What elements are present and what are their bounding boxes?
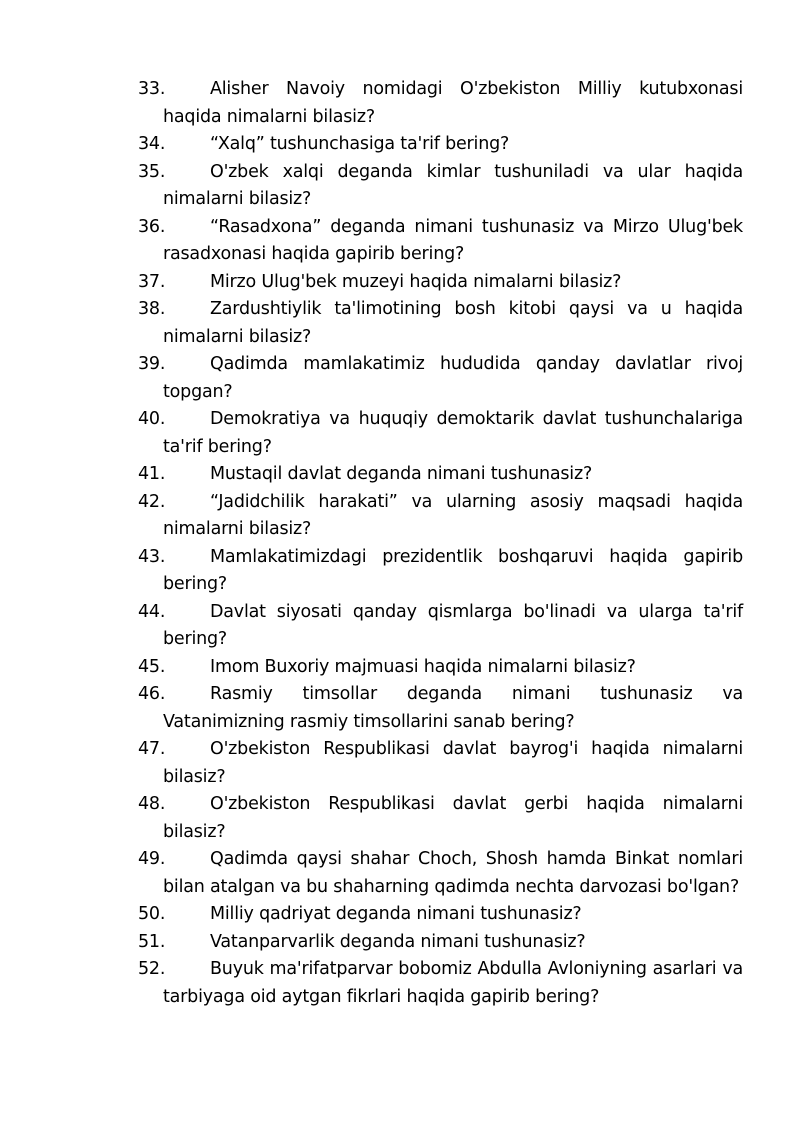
item-text: Qadimda qaysi shahar Choch, Shosh hamda Binkat nomlari bilan atalgan va bu shaharning qadimda nechta darvozasi bo'lgan? — [163, 849, 743, 897]
item-text: O'zbek xalqi deganda kimlar tushuniladi va ular haqida nimalarni bilasiz? — [163, 161, 743, 209]
item-text: O'zbekiston Respublikasi davlat bayrog'i haqida nimalarni bilasiz? — [163, 739, 743, 787]
item-text: Buyuk ma'rifatparvar bobomiz Abdulla Avloniyning asarlari va tarbiyaga oid aytgan fikrlari haqida gapirib bering? — [163, 959, 743, 1007]
list-item — [138, 791, 743, 846]
item-text: Rasmiy timsollar deganda nimani tushunasiz va Vatanimizning rasmiy timsollarini sanab bering? — [163, 684, 743, 732]
list-item — [138, 956, 743, 1011]
list-item — [138, 159, 743, 214]
item-number: 48. — [138, 794, 166, 814]
item-text: Davlat siyosati qanday qismlarga bo'linadi va ularga ta'rif bering? — [163, 601, 743, 649]
item-number: 47. — [138, 739, 166, 759]
item-number: 46. — [138, 684, 166, 704]
item-text: Milliy qadriyat deganda nimani tushunasiz? — [210, 904, 582, 924]
item-number: 41. — [138, 464, 166, 484]
item-number: 33. — [138, 79, 166, 99]
item-number: 45. — [138, 656, 166, 677]
list-item — [138, 929, 743, 957]
item-text: Mamlakatimizdagi prezidentlik boshqaruvi haqida gapirib bering? — [163, 546, 743, 594]
item-number: 42. — [138, 491, 166, 512]
item-number: 34. — [138, 134, 166, 154]
item-number: 39. — [138, 354, 166, 374]
item-number: 35. — [138, 161, 166, 182]
item-text: Mirzo Ulug'bek muzeyi haqida nimalarni bilasiz? — [210, 271, 622, 292]
item-text: O'zbekiston Respublikasi davlat gerbi haqida nimalarni bilasiz? — [163, 794, 743, 842]
item-number: 52. — [138, 959, 166, 979]
list-item — [138, 736, 743, 791]
list-item — [138, 406, 743, 461]
item-text: “Jadidchilik harakati” va ularning asosiy maqsadi haqida nimalarni bilasiz? — [163, 491, 743, 539]
item-text: Zardushtiylik ta'limotining bosh kitobi qaysi va u haqida nimalarni bilasiz? — [163, 299, 743, 347]
list-item — [138, 269, 743, 297]
list-item — [138, 214, 743, 269]
item-number: 51. — [138, 931, 166, 952]
item-text: Alisher Navoiy nomidagi O'zbekiston Milliy kutubxonasi haqida nimalarni bilasiz? — [163, 79, 743, 127]
item-number: 38. — [138, 299, 166, 319]
list-item — [138, 654, 743, 682]
list-item — [138, 544, 743, 599]
list-item — [138, 296, 743, 351]
item-text: “Rasadxona” deganda nimani tushunasiz va Mirzo Ulug'bek rasadxonasi haqida gapirib bering? — [163, 216, 743, 264]
item-text: Demokratiya va huquqiy demoktarik davlat tushunchalariga ta'rif bering? — [163, 409, 743, 457]
list-item — [138, 846, 743, 901]
item-text: Qadimda mamlakatimiz hududida qanday davlatlar rivoj topgan? — [163, 354, 743, 402]
list-item — [138, 76, 743, 131]
item-number: 44. — [138, 601, 166, 622]
item-text: Imom Buxoriy majmuasi haqida nimalarni bilasiz? — [210, 656, 636, 677]
item-text: Vatanparvarlik deganda nimani tushunasiz? — [210, 931, 586, 952]
item-number: 37. — [138, 271, 166, 292]
list-item — [138, 681, 743, 736]
item-text: Mustaqil davlat deganda nimani tushunasiz? — [210, 464, 593, 484]
list-item — [138, 599, 743, 654]
list-item — [138, 131, 743, 159]
item-number: 49. — [138, 849, 166, 869]
item-number: 36. — [138, 216, 166, 237]
question-list — [138, 76, 743, 1011]
list-item — [138, 901, 743, 929]
list-item — [138, 351, 743, 406]
item-number: 40. — [138, 409, 166, 429]
list-item — [138, 461, 743, 489]
list-item — [138, 489, 743, 544]
item-text: “Xalq” tushunchasiga ta'rif bering? — [210, 134, 510, 154]
item-number: 50. — [138, 904, 166, 924]
item-number: 43. — [138, 546, 166, 567]
